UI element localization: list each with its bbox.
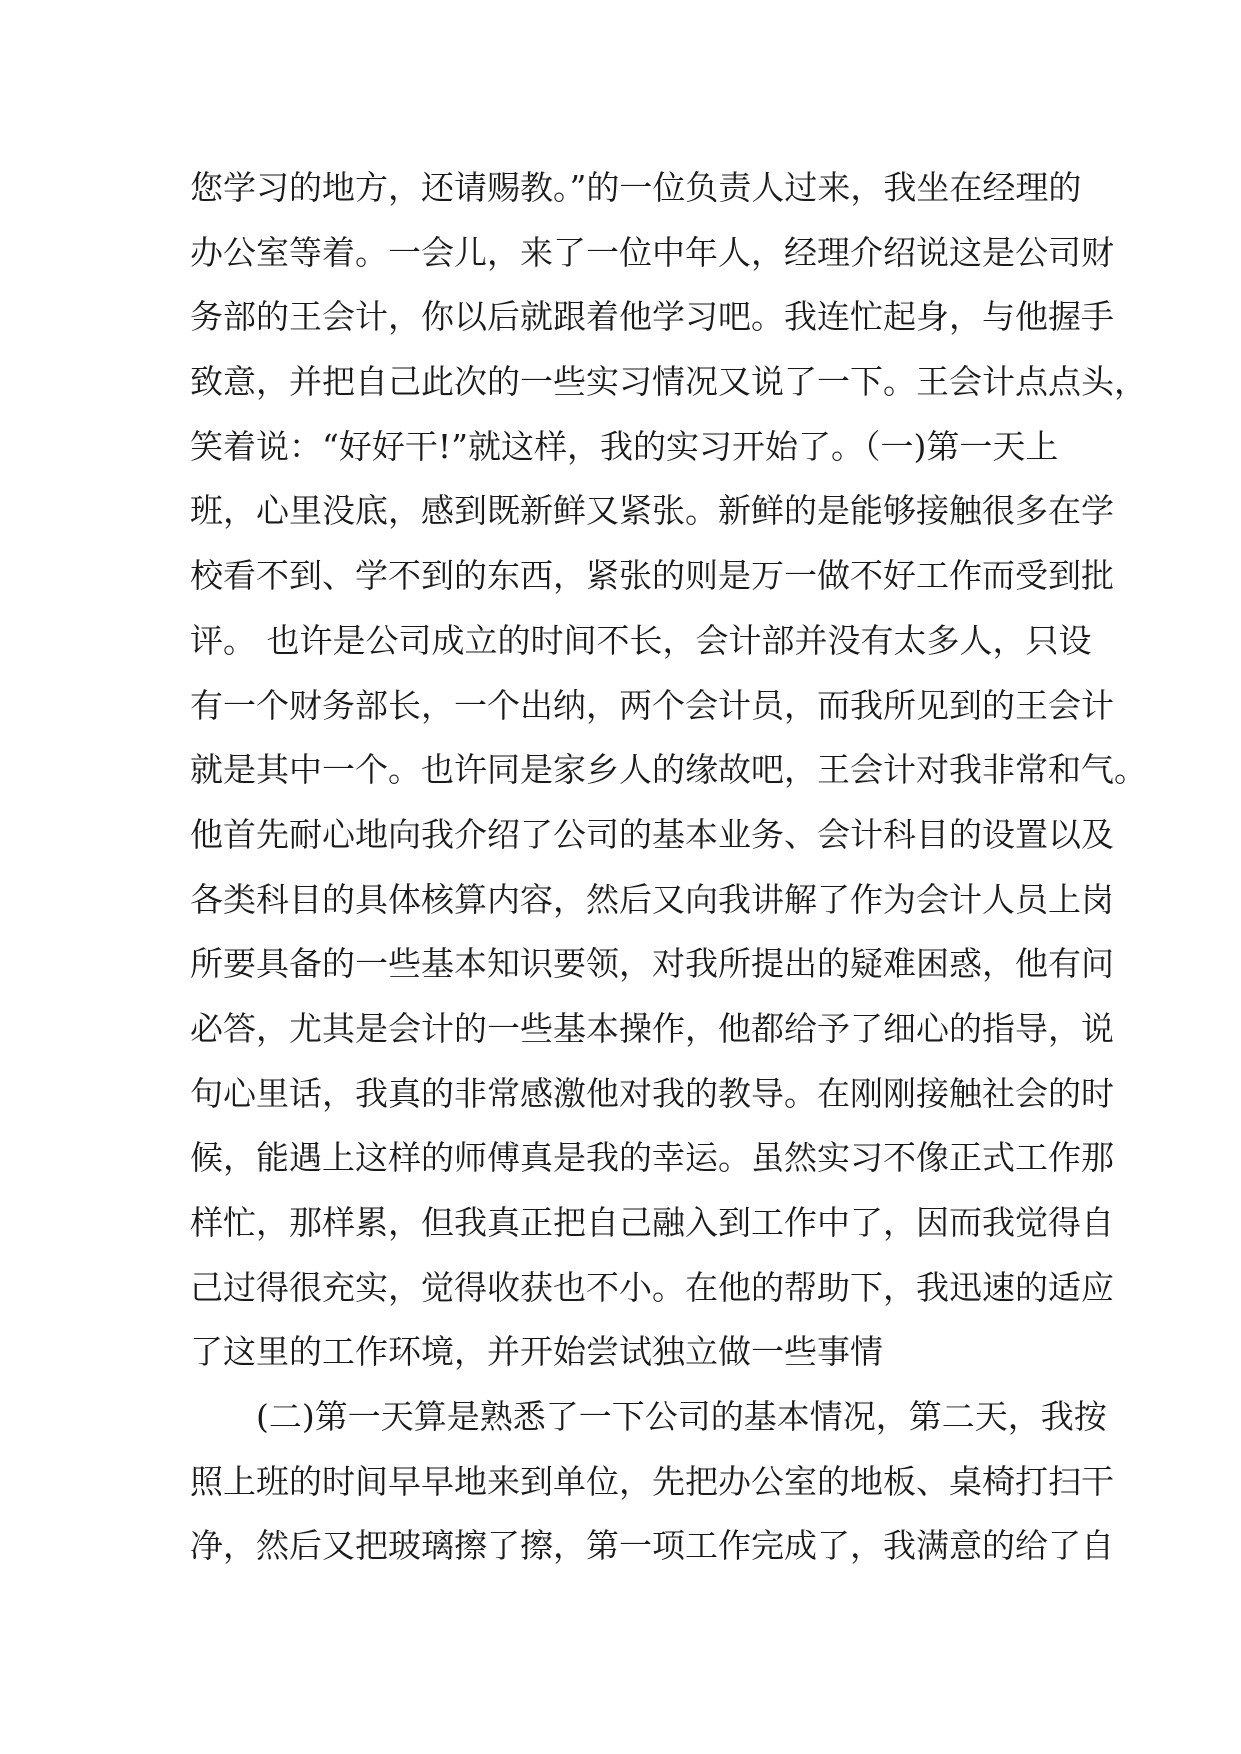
paragraph-1 <box>190 156 1147 1385</box>
text-line: 班，心里没底，感到既新鲜又紧张。新鲜的是能够接触很多在学 <box>190 491 1114 531</box>
text-line: 所要具备的一些基本知识要领，对我所提出的疑难困惑，他有问 <box>190 944 1114 984</box>
text-line: 己过得很充实，觉得收获也不小。在他的帮助下，我迅速的适应 <box>190 1267 1114 1307</box>
text-line: 候，能遇上这样的师傅真是我的幸运。虽然实习不像正式工作那 <box>190 1138 1114 1178</box>
text-line: 致意，并把自己此次的一些实习情况又说了一下。王会计点点头， <box>190 362 1147 402</box>
paragraph-2 <box>190 1385 1114 1579</box>
text-line: 评。 也许是公司成立的时间不长，会计部并没有太多人，只设 <box>190 620 1092 660</box>
text-line: 务部的王会计，你以后就跟着他学习吧。我连忙起身，与他握手 <box>190 297 1114 337</box>
text-line: (二)第一天算是熟悉了一下公司的基本情况，第二天，我按 <box>256 1397 1107 1437</box>
text-line: 照上班的时间早早地来到单位，先把办公室的地板、桌椅打扫干 <box>190 1461 1114 1501</box>
text-line: 样忙，那样累，但我真正把自己融入到工作中了，因而我觉得自 <box>190 1203 1114 1242</box>
body-text <box>190 156 1147 1579</box>
text-line: 句心里话，我真的非常感激他对我的教导。在刚刚接触社会的时 <box>190 1073 1114 1113</box>
text-line: 您学习的地方，还请赐教。”的一位负责人过来，我坐在经理的 <box>190 168 1082 207</box>
text-line: 净，然后又把玻璃擦了擦，第一项工作完成了，我满意的给了自 <box>190 1526 1114 1566</box>
text-line: 了这里的工作环境，并开始尝试独立做一些事情 <box>190 1332 883 1372</box>
text-line: 办公室等着。一会儿，来了一位中年人，经理介绍说这是公司财 <box>190 232 1114 272</box>
text-line: 有一个财务部长，一个出纳，两个会计员，而我所见到的王会计 <box>190 685 1114 725</box>
text-line: 各类科目的具体核算内容，然后又向我讲解了作为会计人员上岗 <box>190 879 1114 919</box>
text-line: 校看不到、学不到的东西，紧张的则是万一做不好工作而受到批 <box>190 556 1114 596</box>
text-line: 笑着说：“好好干!”就这样，我的实习开始了。（一)第一天上 <box>190 426 1059 466</box>
text-line: 就是其中一个。也许同是家乡人的缘故吧，王会计对我非常和气。 <box>190 750 1147 790</box>
text-line: 他首先耐心地向我介绍了公司的基本业务、会计科目的设置以及 <box>190 814 1114 854</box>
text-line: 必答，尤其是会计的一些基本操作，他都给予了细心的指导，说 <box>190 1008 1114 1048</box>
